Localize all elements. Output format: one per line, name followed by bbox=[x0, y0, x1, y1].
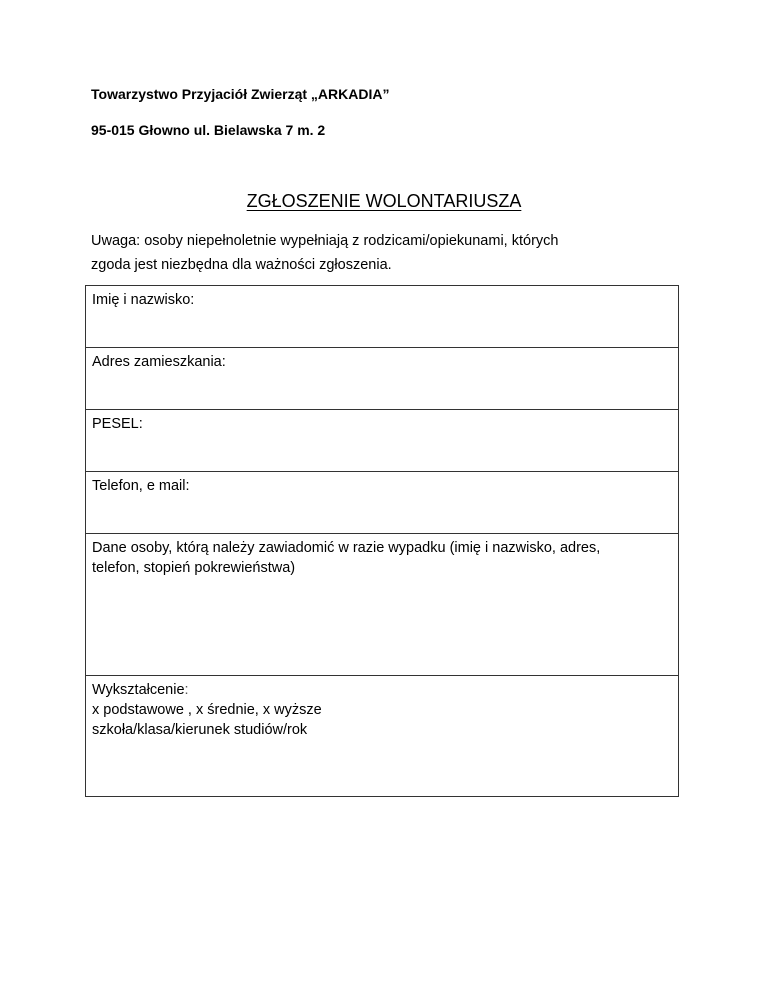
organization-name: Towarzystwo Przyjaciół Zwierząt „ARKADIA” bbox=[91, 86, 390, 102]
form-row-emergency-contact bbox=[86, 534, 679, 676]
address-label: Adres zamieszkania: bbox=[92, 354, 226, 370]
notice-line-1: Uwaga: osoby niepełnoletnie wypełniają z rodzicami/opiekunami, których bbox=[91, 233, 559, 249]
address-field[interactable] bbox=[86, 348, 679, 410]
emergency-contact-label-line-2: telefon, stopień pokrewieństwa) bbox=[92, 560, 296, 576]
education-label-line bbox=[92, 680, 672, 700]
notice-line-2: zgoda jest niezbędna dla ważności zgłoszenia. bbox=[91, 257, 392, 273]
name-field[interactable] bbox=[86, 286, 679, 348]
pesel-label: PESEL: bbox=[92, 416, 143, 432]
education-colon: : bbox=[184, 682, 189, 698]
volunteer-form-table bbox=[85, 285, 679, 797]
pesel-field[interactable] bbox=[86, 410, 679, 472]
document-title-text: ZGŁOSZENIE WOLONTARIUSZA bbox=[246, 191, 522, 211]
contact-label: Telefon, e mail: bbox=[92, 478, 190, 494]
organization-address: 95-015 Głowno ul. Bielawska 7 m. 2 bbox=[91, 122, 326, 138]
form-row-contact bbox=[86, 472, 679, 534]
form-row-name bbox=[86, 286, 679, 348]
document-title bbox=[0, 190, 768, 212]
name-label: Imię i nazwisko: bbox=[92, 292, 195, 308]
emergency-contact-field[interactable] bbox=[86, 534, 679, 676]
education-details: szkoła/klasa/kierunek studiów/rok bbox=[92, 722, 308, 738]
emergency-contact-label-line-1: Dane osoby, którą należy zawiadomić w razie wypadku (imię i nazwisko, adres, bbox=[92, 540, 601, 556]
education-label: Wykształcenie bbox=[92, 682, 185, 698]
contact-field[interactable] bbox=[86, 472, 679, 534]
form-row-education bbox=[86, 676, 679, 797]
form-row-address bbox=[86, 348, 679, 410]
form-row-pesel bbox=[86, 410, 679, 472]
notice-text bbox=[91, 229, 651, 277]
education-field[interactable] bbox=[86, 676, 679, 797]
education-options: x podstawowe , x średnie, x wyższe bbox=[92, 702, 322, 718]
